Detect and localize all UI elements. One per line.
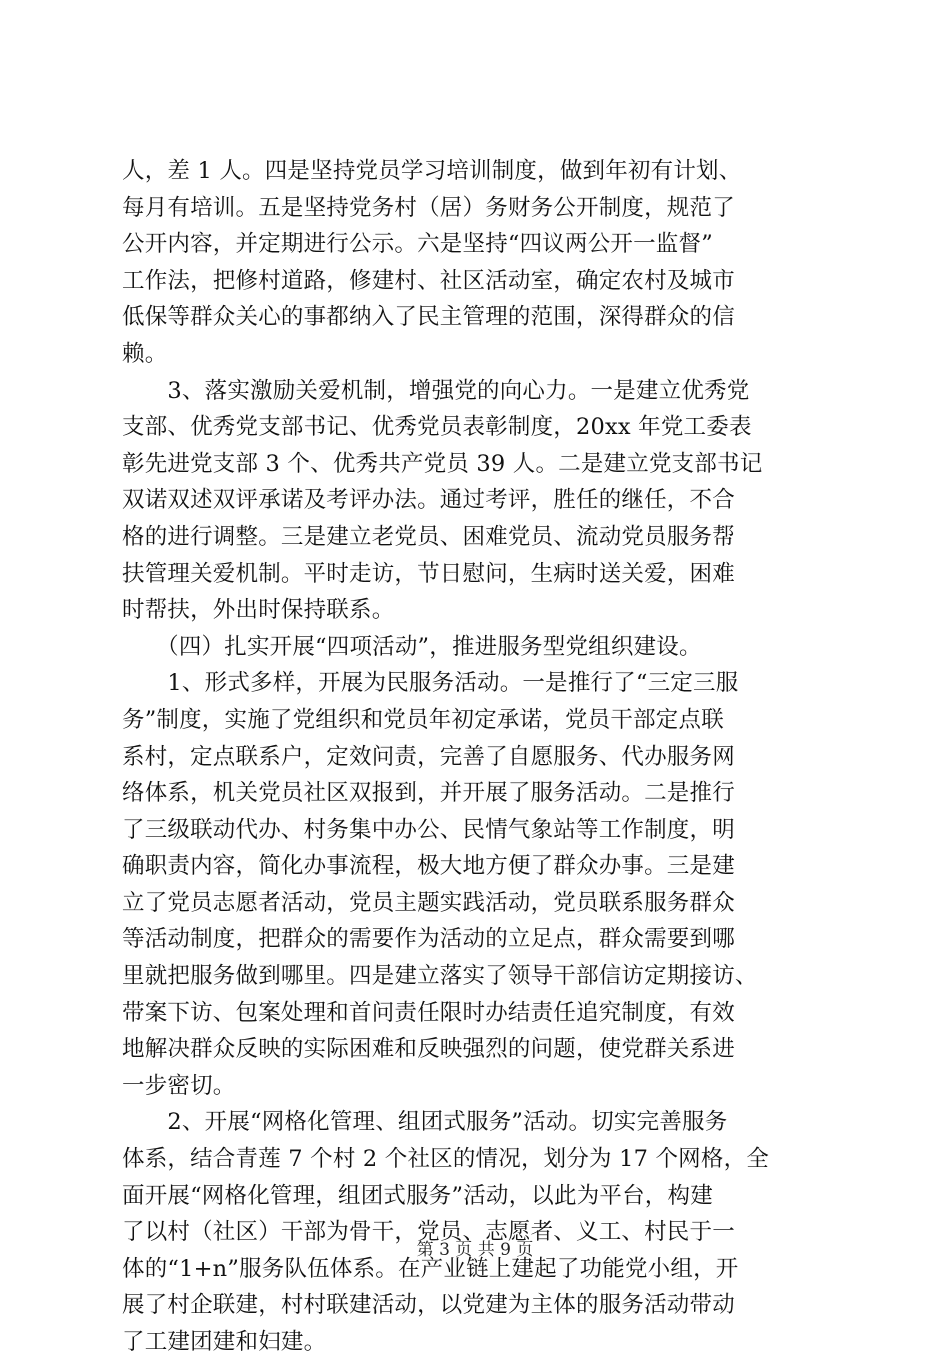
- text-line: 支部、优秀党支部书记、优秀党员表彰制度，20xx 年党工委表: [122, 414, 752, 441]
- text-line: 务”制度，实施了党组织和党员年初定承诺，党员干部定点联: [122, 706, 724, 733]
- text-line: 公开内容，并定期进行公示。六是坚持“四议两公开一监督”: [122, 231, 713, 258]
- text-line: 一步密切。: [122, 1072, 236, 1099]
- text-line: 面开展“网格化管理，组团式服务”活动，以此为平台，构建: [122, 1182, 713, 1209]
- text-line: 了以村（社区）干部为骨干，党员、志愿者、义工、村民于一: [122, 1219, 735, 1246]
- text-line: 赖。: [122, 340, 168, 367]
- text-line: 彰先进党支部 3 个、优秀共产党员 39 人。二是建立党支部书记: [122, 450, 763, 477]
- text-line: 络体系，机关党员社区双报到，并开展了服务活动。二是推行: [122, 780, 735, 807]
- text-line: 时帮扶，外出时保持联系。: [122, 597, 395, 624]
- text-line: 2、开展“网格化管理、组团式服务”活动。切实完善服务: [122, 1109, 728, 1136]
- text-line: 展了村企联建，村村联建活动，以党建为主体的服务活动带动: [122, 1292, 735, 1319]
- text-line: 体系，结合青莲 7 个村 2 个社区的情况，划分为 17 个网格，全: [122, 1146, 769, 1173]
- text-line: 每月有培训。五是坚持党务村（居）务财务公开制度，规范了: [122, 194, 735, 221]
- text-line: 双诺双述双评承诺及考评办法。通过考评，胜任的继任，不合: [122, 487, 735, 514]
- text-line: 1、形式多样，开展为民服务活动。一是推行了“三定三服: [122, 670, 739, 697]
- text-line: 扶管理关爱机制。平时走访，节日慰问，生病时送关爱，困难: [122, 560, 735, 587]
- text-line: 里就把服务做到哪里。四是建立落实了领导干部信访定期接访、: [122, 963, 758, 990]
- text-line: 了工建团建和妇建。: [122, 1329, 327, 1355]
- text-line: 等活动制度，把群众的需要作为活动的立足点，群众需要到哪: [122, 926, 735, 953]
- text-line: 3、落实激励关爱机制，增强党的向心力。一是建立优秀党: [122, 377, 750, 404]
- document-body: [122, 153, 862, 1361]
- text-line: 低保等群众关心的事都纳入了民主管理的范围，深得群众的信: [122, 304, 735, 331]
- text-line: 地解决群众反映的实际困难和反映强烈的问题，使党群关系进: [122, 1036, 735, 1063]
- page-footer: 第 3 页 共 9 页: [416, 1240, 534, 1260]
- text-line: 确职责内容，简化办事流程，极大地方便了群众办事。三是建: [122, 853, 735, 880]
- text-line: 格的进行调整。三是建立老党员、困难党员、流动党员服务帮: [122, 523, 735, 550]
- text-line: 工作法，把修村道路，修建村、社区活动室，确定农村及城市: [122, 267, 735, 294]
- text-line: （四）扎实开展“四项活动”，推进服务型党组织建设。: [122, 633, 702, 660]
- text-line: 立了党员志愿者活动，党员主题实践活动，党员联系服务群众: [122, 889, 735, 916]
- text-line: 了三级联动代办、村务集中办公、民情气象站等工作制度，明: [122, 816, 735, 843]
- text-line: 带案下访、包案处理和首问责任限时办结责任追究制度，有效: [122, 999, 735, 1026]
- text-line: 体的“1+n”服务队伍体系。在产业链上建起了功能党小组，开: [122, 1255, 739, 1282]
- text-line: 人，差 1 人。四是坚持党员学习培训制度，做到年初有计划、: [122, 158, 742, 184]
- text-line: 系村，定点联系户，定效问责，完善了自愿服务、代办服务网: [122, 743, 735, 770]
